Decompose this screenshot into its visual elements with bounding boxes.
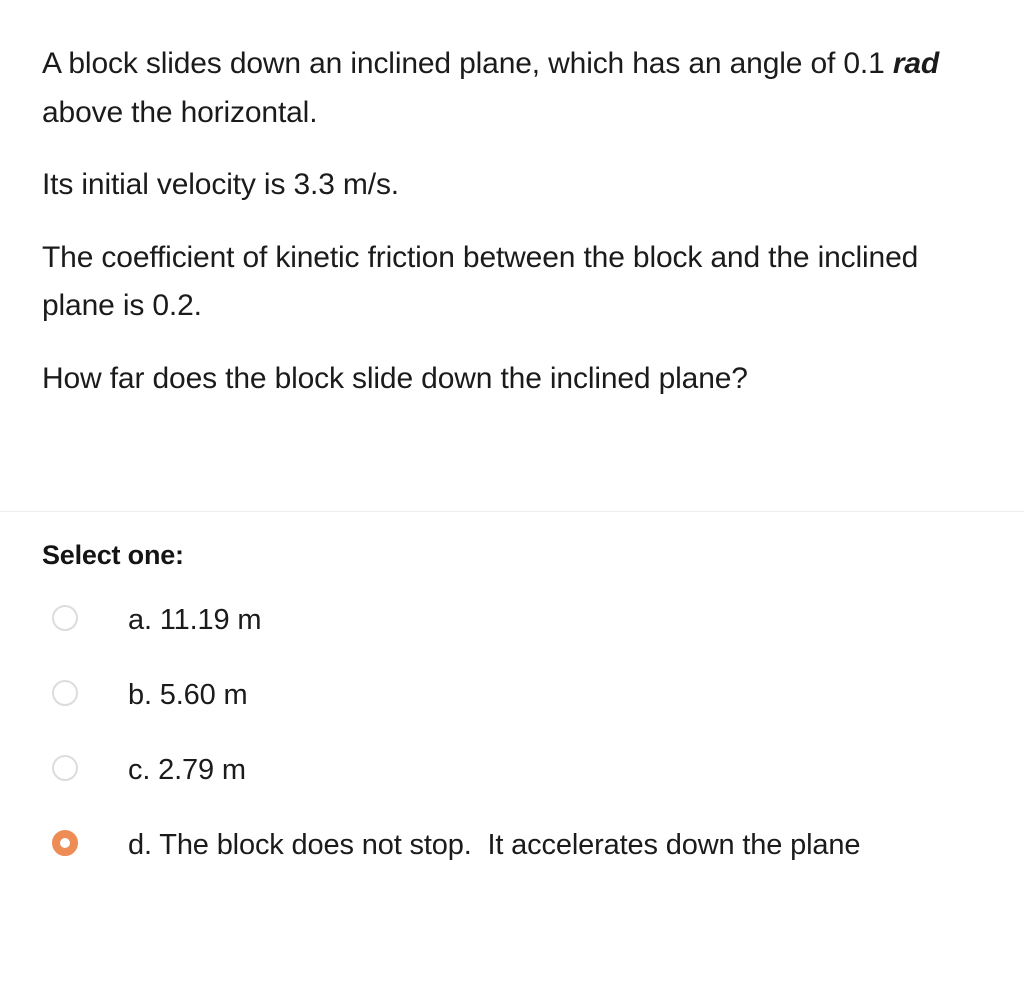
question-stem <box>0 0 1024 404</box>
question-paragraph-3: The coefficient of kinetic friction between the block and the inclined plane is 0.2. <box>42 240 919 323</box>
question-paragraph-4: How far does the block slide down the inclined plane? <box>42 361 748 395</box>
section-divider <box>0 511 1024 512</box>
answer-option-c-label[interactable]: c. 2.79 m <box>128 754 246 786</box>
answer-option-d[interactable] <box>42 822 984 878</box>
answer-option-a-label[interactable]: a. 11.19 m <box>128 604 262 636</box>
question-paragraph-1-before: A block slides down an inclined plane, which has an angle of 0.1 <box>42 47 893 80</box>
question-paragraph-1 <box>42 40 942 137</box>
answer-option-c[interactable] <box>42 747 984 803</box>
answer-option-a[interactable] <box>42 597 984 653</box>
answer-option-b[interactable] <box>42 672 984 728</box>
radio-button-b[interactable] <box>52 680 78 706</box>
radio-button-d[interactable] <box>52 830 78 856</box>
question-paragraph-1-after: above the horizontal. <box>42 95 318 129</box>
question-paragraph-1-emphasis: rad <box>892 47 940 80</box>
answer-options-list <box>42 597 984 878</box>
radio-button-a[interactable] <box>52 605 78 631</box>
select-one-label: Select one: <box>42 540 184 570</box>
question-paragraph-2: Its initial velocity is 3.3 m/s. <box>42 168 399 202</box>
radio-button-c[interactable] <box>52 755 78 781</box>
answer-area <box>0 540 1024 878</box>
answer-option-d-label[interactable]: d. The block does not stop. It accelerates down the plane <box>128 829 861 861</box>
answer-option-b-label[interactable]: b. 5.60 m <box>128 679 248 711</box>
